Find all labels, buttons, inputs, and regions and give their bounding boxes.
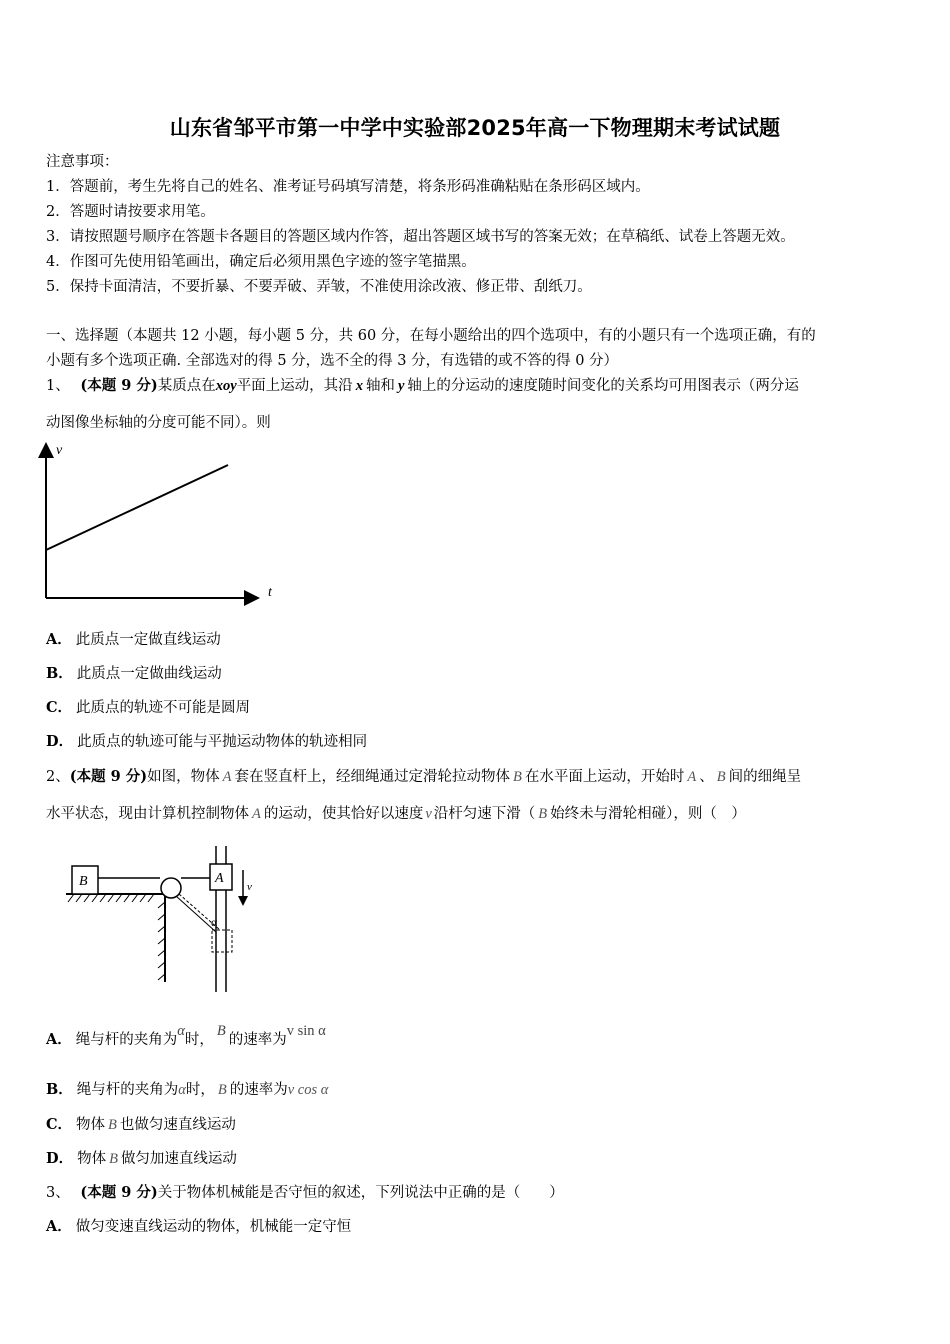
question-text: 轴和 [365,378,395,394]
option-text: 的速率为 [229,1082,288,1098]
question-text: 轴上的分运动的速度随时间变化的关系均可用图表示（两分运 [407,378,799,394]
question-text: 在水平面上运动，开始时 [524,769,685,785]
option-letter: C． [46,699,73,716]
option-b[interactable] [46,1080,328,1100]
question-number: 1、 [46,378,70,394]
question-text: 如图，物体 [147,769,220,785]
notice-item: 3．请按照题号顺序在答题卡各题目的答题区域内作答，超出答题区域书写的答案无效；在草稿纸、试卷上答题无效。 [46,229,795,245]
block-a-label: A [215,871,224,886]
option-text: 做匀加速直线运动 [120,1151,237,1167]
math-symbol: B [716,769,726,785]
math-symbol: B [216,1023,226,1039]
question-number: 2、 [46,769,70,785]
option-a[interactable] [46,630,221,650]
notice-heading: 注意事项： [46,154,119,170]
page-title: 山东省邹平市第一中学中实验部2025年高一下物理期末考试试题 [169,116,781,140]
option-c[interactable] [46,1115,236,1135]
math-symbol: B [108,1117,117,1133]
math-symbol: B [513,769,522,785]
math-symbol: y [397,378,405,394]
math-symbol: α [177,1023,185,1039]
math-symbol: B [217,1082,227,1098]
angle-label: α [211,915,218,929]
math-symbol: A [687,769,697,785]
math-symbol: A [252,806,261,822]
wall-hatching [158,902,165,980]
question-text: 间的细绳呈 [728,769,802,785]
option-letter: A． [46,631,72,648]
option-letter: B． [46,1081,73,1098]
question-2-stem [46,767,801,787]
option-letter: A． [46,1031,72,1048]
option-text: 此质点一定做曲线运动 [76,666,222,682]
math-symbol: B [109,1151,118,1167]
option-letter: B． [46,665,73,682]
math-expression: v cos α [287,1082,329,1098]
question-1-stem [46,376,799,396]
math-symbol: x [355,378,363,394]
pulley [161,878,181,898]
notice-item: 4．作图可先使用铅笔画出，确定后必须用黑色字迹的签字笔描黑。 [46,254,476,270]
math-expression: v sin α [286,1023,326,1039]
question-score: (本题 9 分) [80,377,158,394]
section-heading-line2: 小题有多个选项正确. 全部选对的得 5 分，选不全的得 3 分，有选错的或不答的得 0 分） [46,353,619,369]
y-axis-label: v [56,443,63,458]
pulley-figure [62,842,272,1000]
option-text: 的速率为 [228,1032,287,1048]
option-letter: C． [46,1116,73,1133]
option-d[interactable] [46,732,367,752]
option-text: 此质点一定做直线运动 [75,632,221,648]
option-text: 此质点的轨迹不可能是圆周 [76,700,251,716]
question-text: 、 [699,769,714,785]
option-b[interactable] [46,664,222,684]
math-symbol: xoy [215,378,237,394]
option-text: 做匀变速直线运动的物体，机械能一定守恒 [75,1219,352,1235]
math-symbol: B [538,806,548,822]
question-3-stem [46,1183,564,1203]
block-b-label: B [79,874,88,889]
section-heading-line1: 一、选择题（本题共 12 小题，每小题 5 分，共 60 分，在每小题给出的四个选项中，有的小题只有一个选项正确，有的 [46,328,816,344]
question-score: (本题 9 分) [80,1184,158,1201]
option-letter: D． [46,733,74,750]
velocity-label: v [247,881,252,893]
block-a-lower [212,930,232,952]
option-text: 此质点的轨迹可能与平抛运动物体的轨迹相同 [77,734,368,750]
option-text: 物体 [76,1117,106,1133]
option-text: 绳与杆的夹角为 [76,1082,179,1098]
option-text: 绳与杆的夹角为 [75,1032,178,1048]
question-text: 的运动，使其恰好以速度 [263,806,424,822]
question-text: 关于物体机械能是否守恒的叙述，下列说法中正确的是（ ） [157,1185,564,1201]
option-letter: D． [46,1150,74,1167]
question-text: 套在竖直杆上，经细绳通过定滑轮拉动物体 [234,769,510,785]
option-text: 物体 [77,1151,107,1167]
question-2-stem-line2 [46,804,746,824]
velocity-line [46,465,228,550]
question-1-stem-line2: 动图像坐标轴的分度可能不同）。则 [46,415,271,431]
question-text: 水平状态，现由计算机控制物体 [46,806,249,822]
option-text: 也做匀速直线运动 [119,1117,236,1133]
math-symbol: α [178,1082,186,1098]
x-axis-label: t [268,585,272,600]
option-a[interactable] [46,1023,326,1050]
option-a[interactable] [46,1217,351,1237]
question-text: 沿杆匀速下滑（ [433,806,536,822]
math-symbol: v [425,806,432,822]
notice-item: 1．答题前，考生先将自己的姓名、准考证号码填写清楚，将条形码准确粘贴在条形码区域内。 [46,179,650,195]
question-text: 某质点在 [157,378,216,394]
ground-hatching [68,894,154,902]
vt-graph [36,438,286,608]
option-text: 时， [184,1032,214,1048]
notice-item: 2．答题时请按要求用笔。 [46,204,215,220]
question-text: 平面上运动，其沿 [236,378,353,394]
notice-item: 5．保持卡面清洁，不要折暴、不要弄破、弄皱，不准使用涂改液、修正带、刮纸刀。 [46,279,592,295]
option-c[interactable] [46,698,250,718]
option-text: 时， [185,1082,215,1098]
option-letter: A． [46,1218,72,1235]
option-d[interactable] [46,1149,237,1169]
question-number: 3、 [46,1185,70,1201]
question-score: (本题 9 分) [69,768,148,785]
math-symbol: A [222,769,232,785]
question-text: 始终未与滑轮相碰），则（ ） [550,806,746,822]
